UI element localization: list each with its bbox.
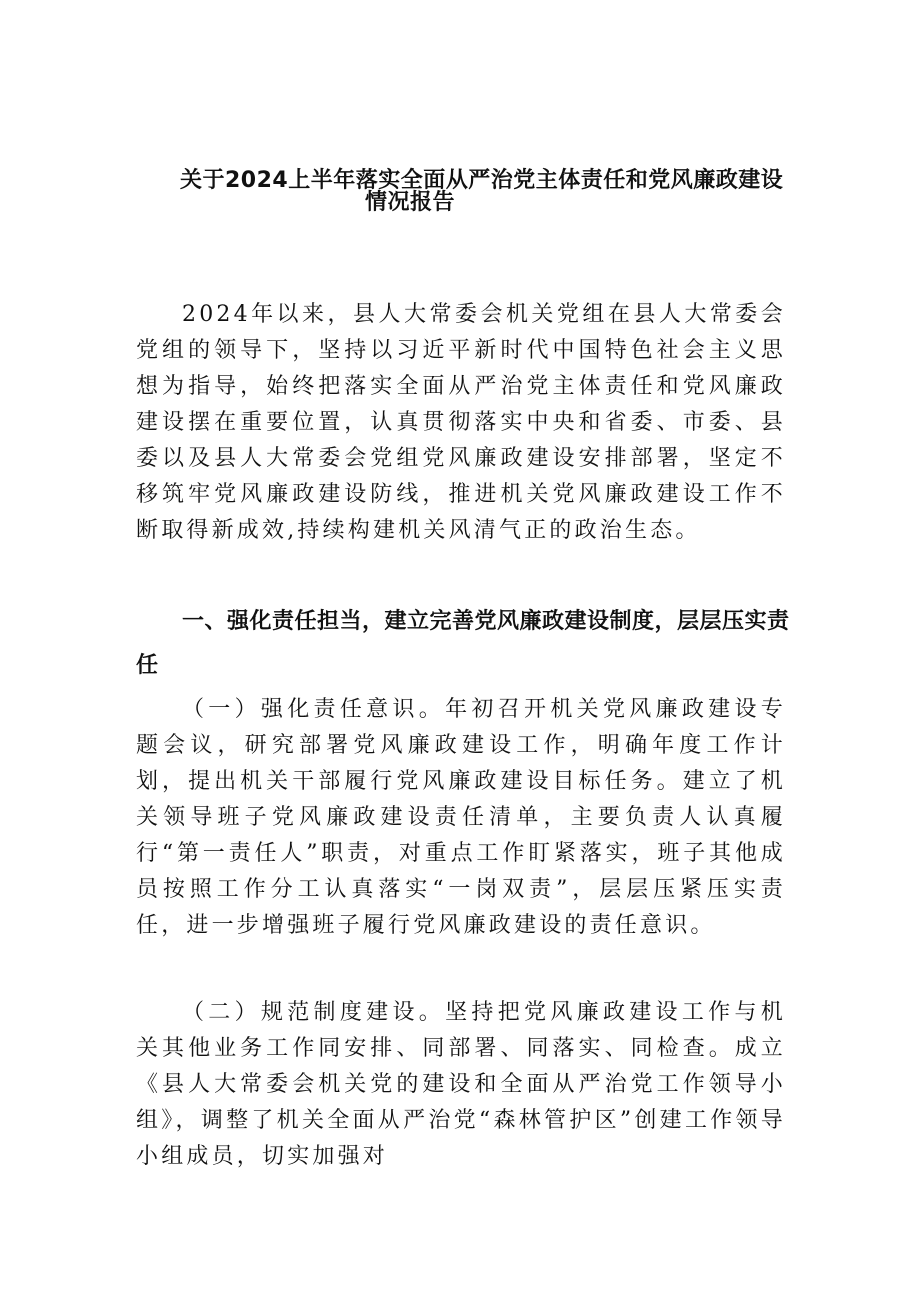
intro-section	[136, 297, 786, 549]
report-title-line-1: 关于2024上半年落实全面从严治党主体责任和党风廉政建设	[180, 168, 784, 193]
subsection-2	[136, 995, 786, 1175]
subsection-1-paragraph: （一）强化责任意识。年初召开机关党风廉政建设专题会议，研究部署党风廉政建设工作，明确年度工作计划，提出机关干部履行党风廉政建设目标任务。建立了机关领导班子党风廉政建设责任清单，主要负责人认真履行“第一责任人”职责，对重点工作盯紧落实，班子其他成员按照工作分工认真落实“一岗双责”，层层压紧压实责任，进一步增强班子履行党风廉政建设的责任意识。	[136, 697, 786, 938]
intro-paragraph: 2024年以来，县人大常委会机关党组在县人大常委会党组的领导下，坚持以习近平新时代中国特色社会主义思想为指导，始终把落实全面从严治党主体责任和党风廉政建设摆在重要位置，认真贯彻落实中央和省委、市委、县委以及县人大常委会党组党风廉政建设安排部署，坚定不移筑牢党风廉政建设防线，推进机关党风廉政建设工作不断取得新成效,持续构建机关风清气正的政治生态。	[136, 302, 786, 543]
subsection-2-paragraph: （二）规范制度建设。坚持把党风廉政建设工作与机关其他业务工作同安排、同部署、同落实、同检查。成立《县人大常委会机关党的建设和全面从严治党工作领导小组》，调整了机关全面从严治党“森林管护区”创建工作领导小组成员，切实加强对	[136, 1000, 786, 1169]
subsection-1	[136, 692, 786, 944]
section-1-heading: 一、强化责任担当，建立完善党风廉政建设制度，层层压实责任	[136, 609, 790, 678]
report-title-line-2: 情况报告	[365, 190, 456, 215]
